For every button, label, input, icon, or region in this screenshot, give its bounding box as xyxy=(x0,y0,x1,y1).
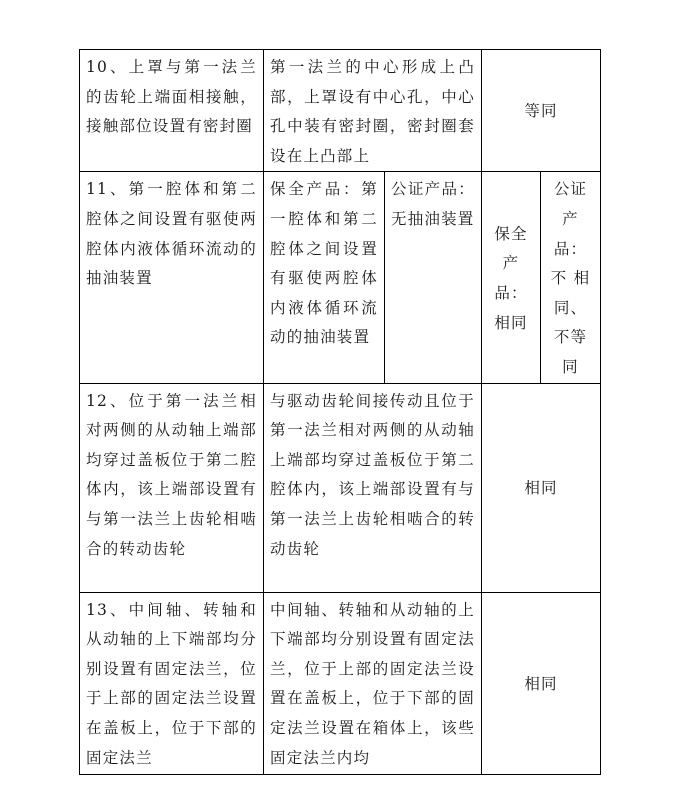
table-row-12 xyxy=(80,383,601,592)
feature-cell: 11、第一腔体和第二腔体之间设置有驱使两腔体内液体循环流动的抽油装置 xyxy=(80,172,264,383)
product-cell: 中间轴、转轴和从动轴的上下端部均分别设置有固定法兰，位于上部的固定法兰设置在盖板上，位于下部的固定法兰设置在箱体上，该些固定法兰内均 xyxy=(264,592,482,774)
product-notarized-cell: 公证产品：无抽油装置 xyxy=(385,172,482,383)
product-cell: 与驱动齿轮间接传动且位于第一法兰相对两侧的从动轴上端部均穿过盖板位于第二腔体内，该上端部设置有与第一法兰上齿轮相啮合的转动齿轮 xyxy=(264,383,482,592)
result-cell: 相同 xyxy=(482,592,601,774)
table-row-11 xyxy=(80,172,601,383)
result-cell: 等同 xyxy=(482,50,601,172)
product-preserved-cell: 保全产品：第一腔体和第二腔体之间设置有驱使两腔体内液体循环流动的抽油装置 xyxy=(264,172,385,383)
feature-cell: 12、位于第一法兰相对两侧的从动轴上端部均穿过盖板位于第二腔体内，该上端部设置有与第一法兰上齿轮相啮合的转动齿轮 xyxy=(80,383,264,592)
result-notarized-cell: 公证产品：不 相同、不等同 xyxy=(541,172,601,383)
table-row-10 xyxy=(80,50,601,172)
result-cell: 相同 xyxy=(482,383,601,592)
product-cell: 第一法兰的中心形成上凸部，上罩设有中心孔，中心孔中装有密封圈，密封圈套设在上凸部上 xyxy=(264,50,482,172)
comparison-table xyxy=(79,49,601,775)
feature-cell: 13、中间轴、转轴和从动轴的上下端部均分别设置有固定法兰，位于上部的固定法兰设置在盖板上，位于下部的固定法兰 xyxy=(80,592,264,774)
feature-cell: 10、上罩与第一法兰的齿轮上端面相接触，接触部位设置有密封圈 xyxy=(80,50,264,172)
result-preserved-cell: 保全产品：相同 xyxy=(482,172,541,383)
table-row-13 xyxy=(80,592,601,774)
